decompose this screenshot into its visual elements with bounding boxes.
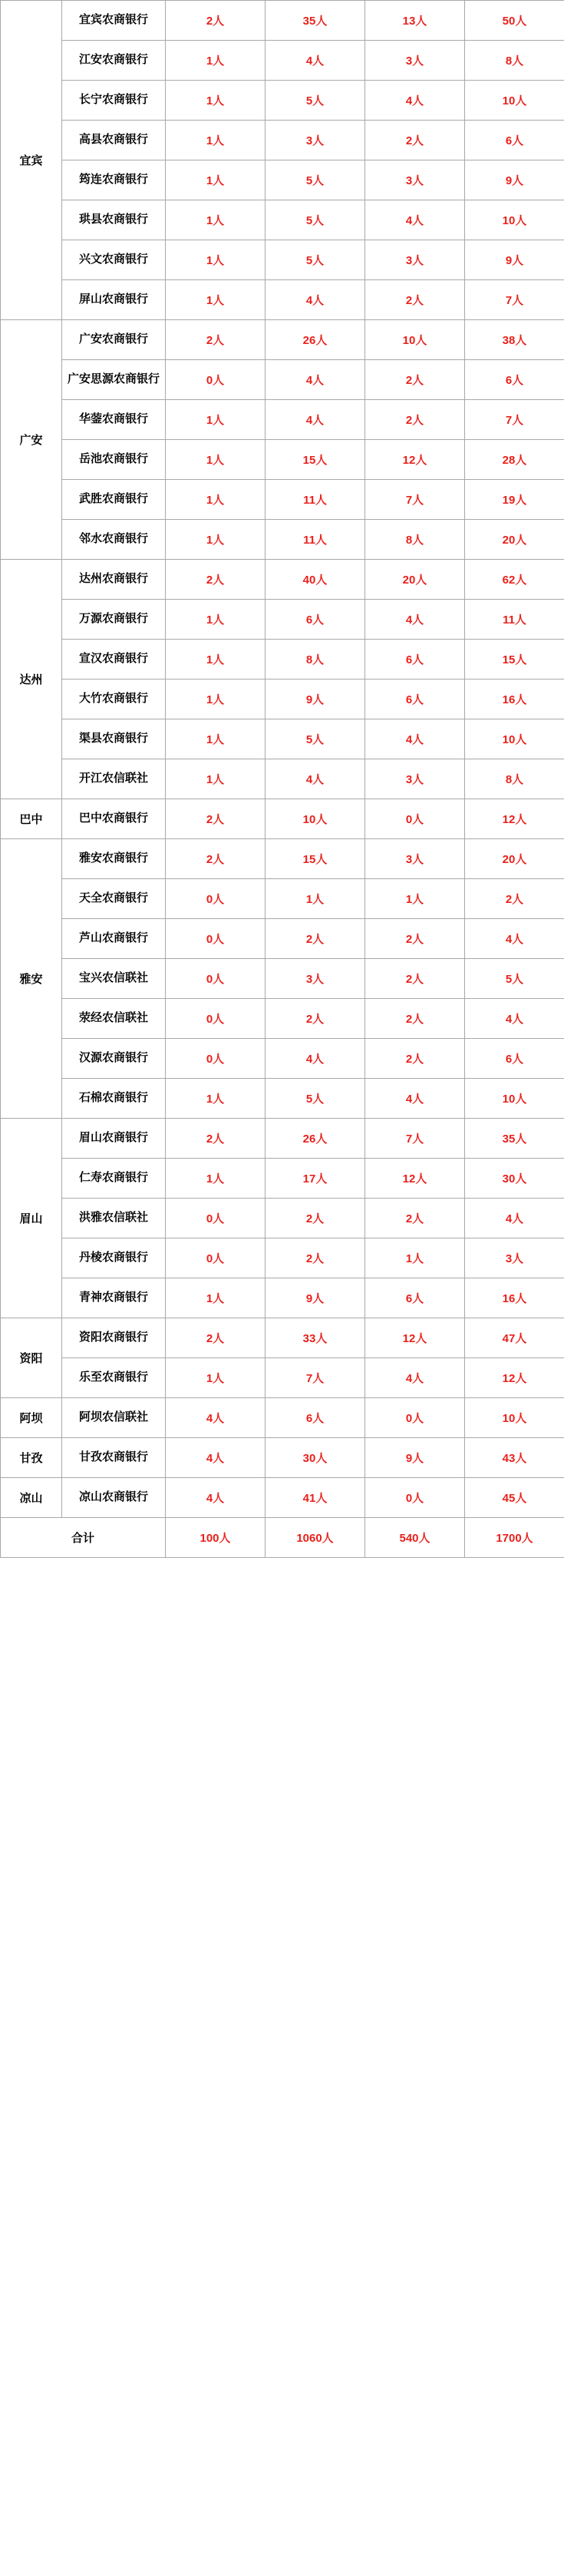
region-cell: 甘孜 xyxy=(1,1438,62,1478)
count-cell-2: 2人 xyxy=(266,1199,365,1238)
bank-name-cell: 江安农商银行 xyxy=(62,41,166,81)
count-cell-3: 0人 xyxy=(365,1398,465,1438)
bank-name-cell: 开江农信联社 xyxy=(62,759,166,799)
count-cell-1: 1人 xyxy=(166,1159,266,1199)
count-cell-3: 3人 xyxy=(365,160,465,200)
count-cell-1: 0人 xyxy=(166,919,266,959)
table-row xyxy=(1,1278,564,1318)
count-cell-2: 33人 xyxy=(266,1318,365,1358)
count-cell-3: 2人 xyxy=(365,999,465,1039)
count-cell-4: 38人 xyxy=(465,320,564,360)
count-cell-4: 4人 xyxy=(465,919,564,959)
table-row xyxy=(1,759,564,799)
bank-name-cell: 达州农商银行 xyxy=(62,560,166,600)
table-row xyxy=(1,280,564,320)
count-cell-2: 11人 xyxy=(266,480,365,520)
count-cell-2: 30人 xyxy=(266,1438,365,1478)
count-cell-4: 30人 xyxy=(465,1159,564,1199)
count-cell-4: 6人 xyxy=(465,360,564,400)
bank-name-cell: 汉源农商银行 xyxy=(62,1039,166,1079)
count-cell-1: 0人 xyxy=(166,959,266,999)
count-cell-1: 1人 xyxy=(166,1278,266,1318)
bank-name-cell: 兴文农商银行 xyxy=(62,240,166,280)
bank-name-cell: 凉山农商银行 xyxy=(62,1478,166,1518)
count-cell-1: 1人 xyxy=(166,440,266,480)
count-cell-4: 10人 xyxy=(465,1398,564,1438)
table-row xyxy=(1,719,564,759)
count-cell-4: 9人 xyxy=(465,160,564,200)
bank-name-cell: 广安农商银行 xyxy=(62,320,166,360)
count-cell-2: 7人 xyxy=(266,1358,365,1398)
table-row xyxy=(1,680,564,719)
count-cell-1: 2人 xyxy=(166,1,266,41)
table-row xyxy=(1,81,564,121)
count-cell-3: 3人 xyxy=(365,759,465,799)
count-cell-3: 2人 xyxy=(365,280,465,320)
total-count-cell-3: 540人 xyxy=(365,1518,465,1558)
total-count-cell-4: 1700人 xyxy=(465,1518,564,1558)
count-cell-2: 11人 xyxy=(266,520,365,560)
count-cell-3: 0人 xyxy=(365,799,465,839)
count-cell-3: 2人 xyxy=(365,919,465,959)
count-cell-2: 6人 xyxy=(266,1398,365,1438)
count-cell-2: 4人 xyxy=(266,400,365,440)
bank-name-cell: 荥经农信联社 xyxy=(62,999,166,1039)
count-cell-2: 4人 xyxy=(266,41,365,81)
table-row xyxy=(1,121,564,160)
count-cell-1: 1人 xyxy=(166,400,266,440)
table-row xyxy=(1,560,564,600)
count-cell-1: 2人 xyxy=(166,320,266,360)
bank-name-cell: 丹棱农商银行 xyxy=(62,1238,166,1278)
table-row xyxy=(1,1079,564,1119)
count-cell-1: 1人 xyxy=(166,81,266,121)
table-row xyxy=(1,1159,564,1199)
count-cell-2: 4人 xyxy=(266,759,365,799)
count-cell-3: 4人 xyxy=(365,719,465,759)
table-row xyxy=(1,400,564,440)
count-cell-4: 6人 xyxy=(465,121,564,160)
count-cell-3: 2人 xyxy=(365,1039,465,1079)
count-cell-4: 7人 xyxy=(465,400,564,440)
count-cell-2: 1人 xyxy=(266,879,365,919)
bank-name-cell: 宝兴农信联社 xyxy=(62,959,166,999)
bank-name-cell: 武胜农商银行 xyxy=(62,480,166,520)
bank-name-cell: 高县农商银行 xyxy=(62,121,166,160)
count-cell-2: 10人 xyxy=(266,799,365,839)
count-cell-2: 8人 xyxy=(266,640,365,680)
count-cell-4: 8人 xyxy=(465,759,564,799)
count-cell-2: 41人 xyxy=(266,1478,365,1518)
count-cell-3: 12人 xyxy=(365,440,465,480)
count-cell-2: 5人 xyxy=(266,81,365,121)
count-cell-3: 4人 xyxy=(365,81,465,121)
count-cell-1: 0人 xyxy=(166,1238,266,1278)
count-cell-1: 1人 xyxy=(166,1079,266,1119)
count-cell-1: 1人 xyxy=(166,480,266,520)
count-cell-4: 50人 xyxy=(465,1,564,41)
table-row xyxy=(1,1438,564,1478)
count-cell-3: 13人 xyxy=(365,1,465,41)
count-cell-1: 4人 xyxy=(166,1398,266,1438)
total-count-cell-2: 1060人 xyxy=(266,1518,365,1558)
table-row xyxy=(1,360,564,400)
count-cell-2: 3人 xyxy=(266,121,365,160)
bank-name-cell: 广安思源农商银行 xyxy=(62,360,166,400)
bank-name-cell: 阿坝农信联社 xyxy=(62,1398,166,1438)
count-cell-2: 4人 xyxy=(266,280,365,320)
bank-name-cell: 青神农商银行 xyxy=(62,1278,166,1318)
count-cell-1: 4人 xyxy=(166,1438,266,1478)
count-cell-4: 4人 xyxy=(465,1199,564,1238)
table-row xyxy=(1,1119,564,1159)
count-cell-2: 5人 xyxy=(266,719,365,759)
count-cell-4: 47人 xyxy=(465,1318,564,1358)
count-cell-2: 5人 xyxy=(266,1079,365,1119)
table-row xyxy=(1,1358,564,1398)
region-cell: 巴中 xyxy=(1,799,62,839)
count-cell-2: 5人 xyxy=(266,200,365,240)
count-cell-4: 6人 xyxy=(465,1039,564,1079)
region-cell: 眉山 xyxy=(1,1119,62,1318)
bank-name-cell: 甘孜农商银行 xyxy=(62,1438,166,1478)
count-cell-3: 2人 xyxy=(365,121,465,160)
count-cell-1: 1人 xyxy=(166,680,266,719)
count-cell-2: 2人 xyxy=(266,999,365,1039)
bank-name-cell: 石棉农商银行 xyxy=(62,1079,166,1119)
count-cell-3: 7人 xyxy=(365,480,465,520)
table-row xyxy=(1,839,564,879)
count-cell-1: 2人 xyxy=(166,839,266,879)
table-body xyxy=(1,1,564,1558)
count-cell-4: 10人 xyxy=(465,719,564,759)
count-cell-2: 15人 xyxy=(266,440,365,480)
count-cell-3: 2人 xyxy=(365,959,465,999)
table-row xyxy=(1,480,564,520)
count-cell-1: 1人 xyxy=(166,280,266,320)
count-cell-4: 2人 xyxy=(465,879,564,919)
count-cell-4: 16人 xyxy=(465,680,564,719)
count-cell-1: 1人 xyxy=(166,41,266,81)
count-cell-2: 35人 xyxy=(266,1,365,41)
bank-name-cell: 长宁农商银行 xyxy=(62,81,166,121)
count-cell-3: 7人 xyxy=(365,1119,465,1159)
region-cell: 达州 xyxy=(1,560,62,799)
count-cell-2: 26人 xyxy=(266,1119,365,1159)
count-cell-3: 4人 xyxy=(365,200,465,240)
count-cell-4: 43人 xyxy=(465,1438,564,1478)
count-cell-4: 12人 xyxy=(465,799,564,839)
count-cell-2: 9人 xyxy=(266,680,365,719)
count-cell-2: 2人 xyxy=(266,919,365,959)
count-cell-1: 2人 xyxy=(166,560,266,600)
count-cell-4: 11人 xyxy=(465,600,564,640)
count-cell-2: 6人 xyxy=(266,600,365,640)
count-cell-2: 5人 xyxy=(266,160,365,200)
count-cell-1: 0人 xyxy=(166,360,266,400)
count-cell-4: 7人 xyxy=(465,280,564,320)
table-row xyxy=(1,41,564,81)
bank-name-cell: 大竹农商银行 xyxy=(62,680,166,719)
table-row xyxy=(1,520,564,560)
count-cell-1: 1人 xyxy=(166,640,266,680)
bank-name-cell: 资阳农商银行 xyxy=(62,1318,166,1358)
count-cell-1: 1人 xyxy=(166,520,266,560)
count-cell-3: 6人 xyxy=(365,680,465,719)
table-row xyxy=(1,1,564,41)
count-cell-2: 4人 xyxy=(266,360,365,400)
count-cell-4: 20人 xyxy=(465,839,564,879)
count-cell-3: 8人 xyxy=(365,520,465,560)
bank-name-cell: 眉山农商银行 xyxy=(62,1119,166,1159)
table-row xyxy=(1,640,564,680)
count-cell-1: 4人 xyxy=(166,1478,266,1518)
region-cell: 雅安 xyxy=(1,839,62,1119)
table-row xyxy=(1,440,564,480)
count-cell-4: 45人 xyxy=(465,1478,564,1518)
count-cell-4: 20人 xyxy=(465,520,564,560)
count-cell-3: 4人 xyxy=(365,600,465,640)
table-row xyxy=(1,999,564,1039)
count-cell-3: 4人 xyxy=(365,1358,465,1398)
table-row xyxy=(1,1199,564,1238)
table-row xyxy=(1,919,564,959)
bank-name-cell: 邻水农商银行 xyxy=(62,520,166,560)
table-row xyxy=(1,200,564,240)
bank-name-cell: 宣汉农商银行 xyxy=(62,640,166,680)
table-row xyxy=(1,879,564,919)
count-cell-1: 0人 xyxy=(166,1199,266,1238)
count-cell-4: 10人 xyxy=(465,1079,564,1119)
count-cell-1: 1人 xyxy=(166,121,266,160)
count-cell-1: 1人 xyxy=(166,719,266,759)
count-cell-3: 2人 xyxy=(365,400,465,440)
region-cell: 资阳 xyxy=(1,1318,62,1398)
count-cell-3: 6人 xyxy=(365,1278,465,1318)
table-row xyxy=(1,1039,564,1079)
count-cell-3: 10人 xyxy=(365,320,465,360)
count-cell-1: 0人 xyxy=(166,879,266,919)
count-cell-4: 9人 xyxy=(465,240,564,280)
bank-name-cell: 天全农商银行 xyxy=(62,879,166,919)
table-row xyxy=(1,320,564,360)
bank-name-cell: 屏山农商银行 xyxy=(62,280,166,320)
bank-name-cell: 宜宾农商银行 xyxy=(62,1,166,41)
region-cell: 广安 xyxy=(1,320,62,560)
total-label: 合计 xyxy=(1,1518,166,1558)
count-cell-1: 2人 xyxy=(166,1318,266,1358)
count-cell-1: 1人 xyxy=(166,160,266,200)
count-cell-4: 10人 xyxy=(465,81,564,121)
region-cell: 宜宾 xyxy=(1,1,62,320)
count-cell-3: 2人 xyxy=(365,1199,465,1238)
count-cell-4: 28人 xyxy=(465,440,564,480)
bank-name-cell: 珙县农商银行 xyxy=(62,200,166,240)
count-cell-1: 0人 xyxy=(166,999,266,1039)
count-cell-4: 4人 xyxy=(465,999,564,1039)
count-cell-1: 1人 xyxy=(166,759,266,799)
bank-name-cell: 乐至农商银行 xyxy=(62,1358,166,1398)
table-row xyxy=(1,240,564,280)
count-cell-3: 0人 xyxy=(365,1478,465,1518)
count-cell-2: 40人 xyxy=(266,560,365,600)
count-cell-1: 0人 xyxy=(166,1039,266,1079)
count-cell-3: 12人 xyxy=(365,1318,465,1358)
count-cell-3: 3人 xyxy=(365,839,465,879)
count-cell-4: 19人 xyxy=(465,480,564,520)
table-row xyxy=(1,799,564,839)
count-cell-1: 1人 xyxy=(166,200,266,240)
count-cell-1: 2人 xyxy=(166,799,266,839)
count-cell-4: 16人 xyxy=(465,1278,564,1318)
bank-name-cell: 筠连农商银行 xyxy=(62,160,166,200)
count-cell-1: 2人 xyxy=(166,1119,266,1159)
count-cell-3: 3人 xyxy=(365,41,465,81)
count-cell-2: 2人 xyxy=(266,1238,365,1278)
count-cell-4: 8人 xyxy=(465,41,564,81)
count-cell-4: 35人 xyxy=(465,1119,564,1159)
table-row xyxy=(1,1238,564,1278)
count-cell-1: 1人 xyxy=(166,600,266,640)
count-cell-2: 9人 xyxy=(266,1278,365,1318)
count-cell-4: 12人 xyxy=(465,1358,564,1398)
count-cell-3: 3人 xyxy=(365,240,465,280)
count-cell-3: 6人 xyxy=(365,640,465,680)
bank-name-cell: 巴中农商银行 xyxy=(62,799,166,839)
count-cell-3: 20人 xyxy=(365,560,465,600)
bank-name-cell: 雅安农商银行 xyxy=(62,839,166,879)
table-row xyxy=(1,600,564,640)
table-row xyxy=(1,1398,564,1438)
count-cell-1: 1人 xyxy=(166,1358,266,1398)
count-cell-3: 1人 xyxy=(365,879,465,919)
count-cell-3: 1人 xyxy=(365,1238,465,1278)
count-cell-4: 5人 xyxy=(465,959,564,999)
bank-name-cell: 岳池农商银行 xyxy=(62,440,166,480)
bank-name-cell: 万源农商银行 xyxy=(62,600,166,640)
table-row xyxy=(1,160,564,200)
count-cell-3: 2人 xyxy=(365,360,465,400)
table-row xyxy=(1,959,564,999)
count-cell-4: 3人 xyxy=(465,1238,564,1278)
count-cell-3: 12人 xyxy=(365,1159,465,1199)
bank-name-cell: 洪雅农信联社 xyxy=(62,1199,166,1238)
count-cell-2: 26人 xyxy=(266,320,365,360)
bank-name-cell: 芦山农商银行 xyxy=(62,919,166,959)
count-cell-3: 4人 xyxy=(365,1079,465,1119)
table-row xyxy=(1,1318,564,1358)
bank-name-cell: 华蓥农商银行 xyxy=(62,400,166,440)
count-cell-2: 4人 xyxy=(266,1039,365,1079)
bank-name-cell: 仁寿农商银行 xyxy=(62,1159,166,1199)
total-row xyxy=(1,1518,564,1558)
total-count-cell-1: 100人 xyxy=(166,1518,266,1558)
table-row xyxy=(1,1478,564,1518)
count-cell-2: 17人 xyxy=(266,1159,365,1199)
count-cell-4: 10人 xyxy=(465,200,564,240)
count-cell-2: 3人 xyxy=(266,959,365,999)
count-cell-2: 15人 xyxy=(266,839,365,879)
region-cell: 凉山 xyxy=(1,1478,62,1518)
count-cell-4: 15人 xyxy=(465,640,564,680)
count-cell-3: 9人 xyxy=(365,1438,465,1478)
region-cell: 阿坝 xyxy=(1,1398,62,1438)
count-cell-1: 1人 xyxy=(166,240,266,280)
count-cell-4: 62人 xyxy=(465,560,564,600)
bank-name-cell: 渠县农商银行 xyxy=(62,719,166,759)
count-cell-2: 5人 xyxy=(266,240,365,280)
